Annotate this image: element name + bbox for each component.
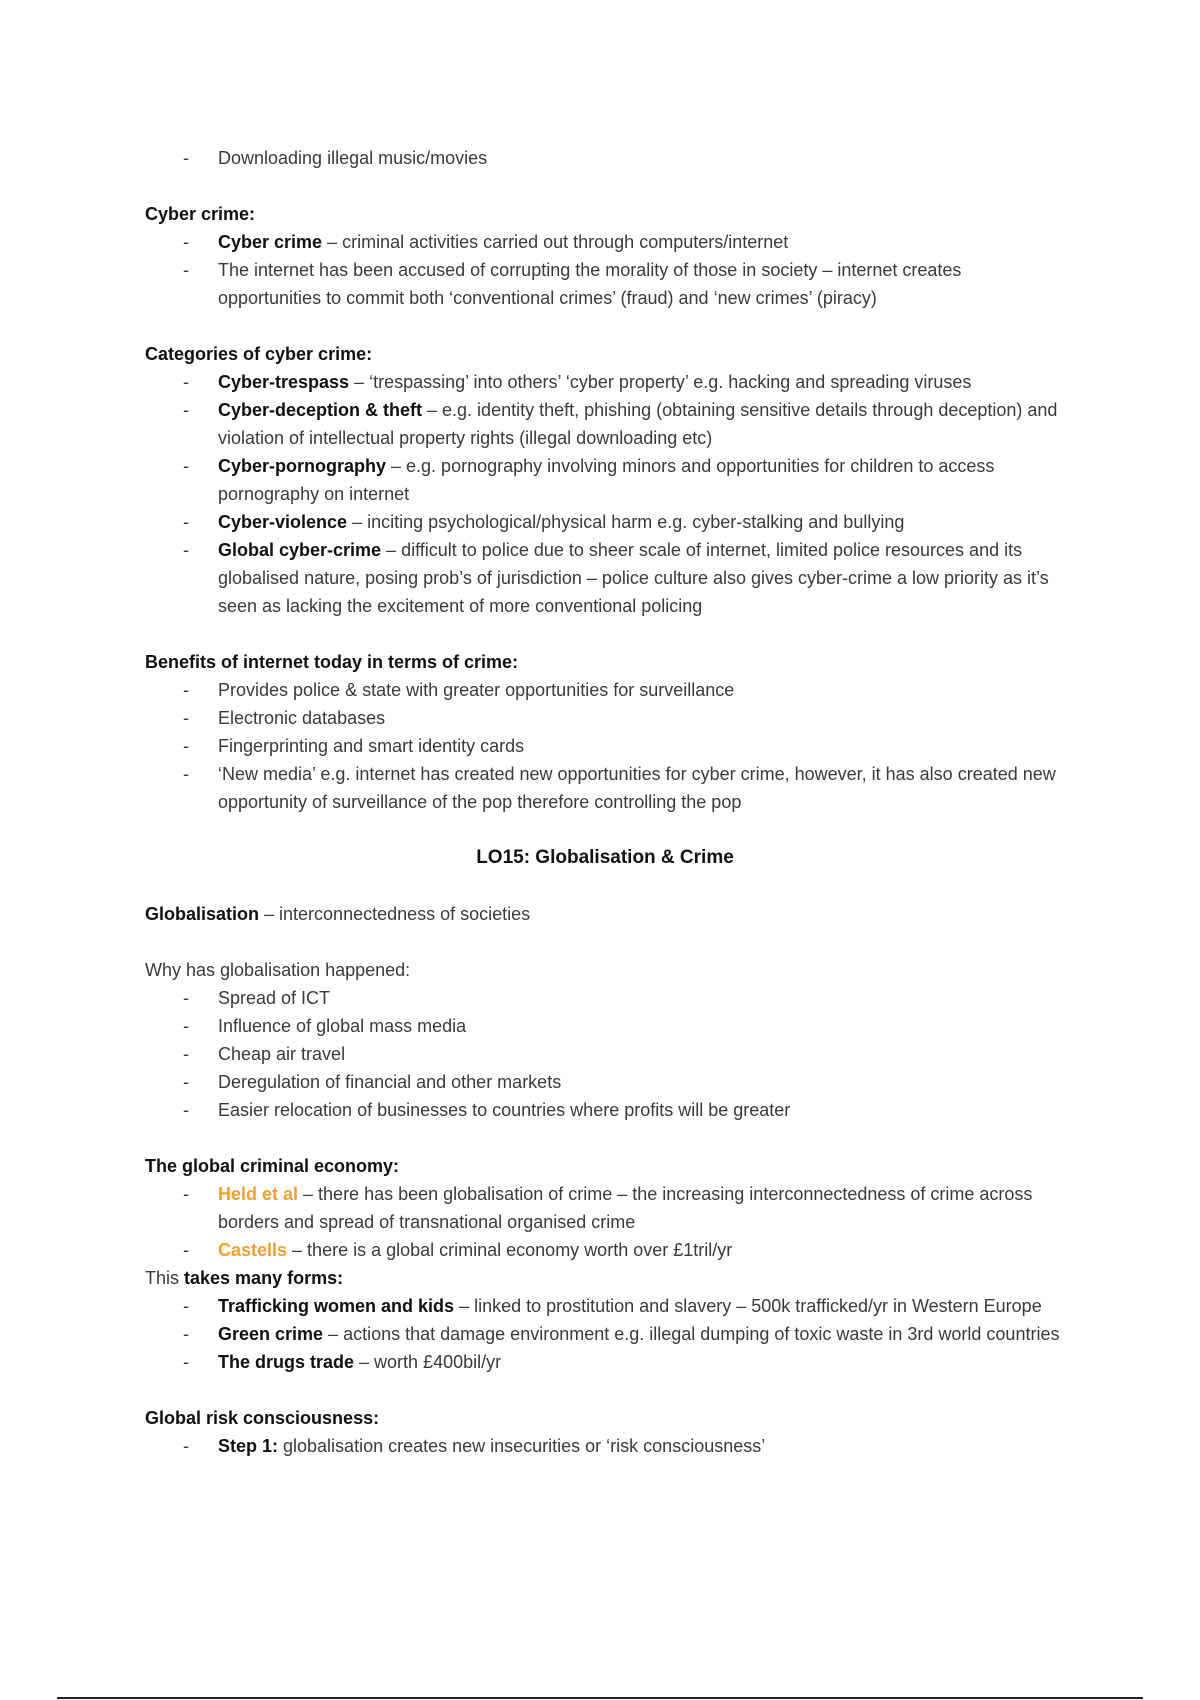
list-item bbox=[145, 1236, 1065, 1264]
lo15-title: LO15: Globalisation & Crime bbox=[476, 847, 734, 868]
section-heading: Benefits of internet today in terms of crime: bbox=[145, 652, 519, 672]
dash-bullet: - bbox=[183, 736, 189, 756]
item-text: The internet has been accused of corrupting the morality of those in society – internet creates opportunities to commit both ‘conventional crimes’ (fraud) and ‘new crimes’ (piracy) bbox=[218, 260, 962, 308]
item-text: – difficult to police due to sheer scale of internet, limited police resources and its globalised nature, posing prob’s of jurisdiction – police culture also gives cyber-crime a low priority as it’s seen as lacking the excitement of more conventional policing bbox=[218, 540, 1049, 616]
item-text: – linked to prostitution and slavery – 500k trafficked/yr in Western Europe bbox=[454, 1296, 1042, 1316]
item-text: Influence of global mass media bbox=[218, 1016, 467, 1036]
item-text: – criminal activities carried out through computers/internet bbox=[322, 232, 789, 252]
why-list bbox=[145, 984, 1065, 1124]
item-term: Cyber-deception & theft bbox=[218, 400, 423, 420]
item-text: – inciting psychological/physical harm e.g. cyber-stalking and bullying bbox=[347, 512, 905, 532]
dash-bullet: - bbox=[183, 1240, 189, 1260]
global-criminal-economy-section bbox=[145, 1152, 1065, 1376]
dash-bullet: - bbox=[183, 260, 189, 280]
list-item bbox=[145, 704, 1065, 732]
cyber-crime-list bbox=[145, 228, 1065, 312]
list-item bbox=[145, 676, 1065, 704]
list-item bbox=[145, 256, 1065, 312]
risk-consciousness-section bbox=[145, 1404, 1065, 1460]
categories-list bbox=[145, 368, 1065, 620]
item-term: Cyber-trespass bbox=[218, 372, 350, 392]
dash-bullet: - bbox=[183, 764, 189, 784]
item-term: The drugs trade bbox=[218, 1352, 355, 1372]
dash-bullet: - bbox=[183, 1352, 189, 1372]
list-item bbox=[145, 1320, 1065, 1348]
dash-bullet: - bbox=[183, 1324, 189, 1344]
item-term: Cyber-violence bbox=[218, 512, 348, 532]
risk-list bbox=[145, 1432, 1065, 1460]
dash-bullet: - bbox=[183, 1296, 189, 1316]
dash-bullet: - bbox=[183, 400, 189, 420]
list-item bbox=[145, 536, 1065, 620]
dash-bullet: - bbox=[183, 1016, 189, 1036]
item-text: Cheap air travel bbox=[218, 1044, 346, 1064]
item-text: ‘New media’ e.g. internet has created new opportunities for cyber crime, however, it has also created new opportunity of surveillance of the pop therefore controlling the pop bbox=[218, 764, 1056, 812]
list-item bbox=[145, 984, 1065, 1012]
dash-bullet: - bbox=[183, 512, 189, 532]
item-text: Electronic databases bbox=[218, 708, 386, 728]
item-text: globalisation creates new insecurities or ‘risk consciousness’ bbox=[278, 1436, 766, 1456]
item-text: – there has been globalisation of crime – the increasing interconnectedness of crime across borders and spread of transnational organised crime bbox=[218, 1184, 1033, 1232]
item-text: – actions that damage environment e.g. illegal dumping of toxic waste in 3rd world countries bbox=[323, 1324, 1060, 1344]
author-name: Held et al bbox=[218, 1184, 299, 1204]
item-term: Green crime bbox=[218, 1324, 324, 1344]
item-text: – e.g. identity theft, phishing (obtaining sensitive details through deception) and violation of intellectual property rights (illegal downloading etc) bbox=[218, 400, 1058, 448]
section-heading: Cyber crime: bbox=[145, 204, 256, 224]
list-item bbox=[145, 368, 1065, 396]
categories-section bbox=[145, 340, 1065, 620]
list-item bbox=[145, 1040, 1065, 1068]
item-term: Global cyber-crime bbox=[218, 540, 382, 560]
item-text: – e.g. pornography involving minors and opportunities for children to access pornography on internet bbox=[218, 456, 995, 504]
item-text: Downloading illegal music/movies bbox=[218, 148, 488, 168]
dash-bullet: - bbox=[183, 1100, 189, 1120]
intro-list bbox=[145, 144, 1065, 172]
author-name: Castells bbox=[218, 1240, 288, 1260]
list-item bbox=[145, 452, 1065, 508]
list-item bbox=[145, 1292, 1065, 1320]
definition-text: – interconnectedness of societies bbox=[259, 904, 531, 924]
forms-list bbox=[145, 1292, 1065, 1376]
dash-bullet: - bbox=[183, 1184, 189, 1204]
item-text: Fingerprinting and smart identity cards bbox=[218, 736, 525, 756]
dash-bullet: - bbox=[183, 708, 189, 728]
section-heading: Categories of cyber crime: bbox=[145, 344, 373, 364]
dash-bullet: - bbox=[183, 988, 189, 1008]
page-bottom-rule bbox=[57, 1697, 1143, 1699]
item-text: – there is a global criminal economy worth over £1tril/yr bbox=[287, 1240, 733, 1260]
item-text: – worth £400bil/yr bbox=[354, 1352, 502, 1372]
list-item bbox=[145, 1348, 1065, 1376]
item-term: Cyber crime bbox=[218, 232, 323, 252]
item-text: Provides police & state with greater opportunities for surveillance bbox=[218, 680, 735, 700]
dash-bullet: - bbox=[183, 1436, 189, 1456]
list-item bbox=[145, 1180, 1065, 1236]
dash-bullet: - bbox=[183, 456, 189, 476]
item-text: – ‘trespassing’ into others’ ‘cyber property’ e.g. hacking and spreading viruses bbox=[349, 372, 972, 392]
section-heading: Why has globalisation happened: bbox=[145, 960, 411, 980]
dash-bullet: - bbox=[183, 680, 189, 700]
list-item bbox=[145, 228, 1065, 256]
cyber-crime-section bbox=[145, 200, 1065, 312]
item-text: Deregulation of financial and other markets bbox=[218, 1072, 562, 1092]
item-term: Step 1: bbox=[218, 1436, 279, 1456]
definition-term: Globalisation bbox=[145, 904, 260, 924]
dash-bullet: - bbox=[183, 232, 189, 252]
why-globalisation-section bbox=[145, 956, 1065, 1124]
list-item bbox=[145, 1432, 1065, 1460]
forms-intro bbox=[145, 1264, 1065, 1292]
dash-bullet: - bbox=[183, 372, 189, 392]
forms-bold: takes many forms: bbox=[184, 1268, 344, 1288]
economy-list bbox=[145, 1180, 1065, 1264]
dash-bullet: - bbox=[183, 1044, 189, 1064]
dash-bullet: - bbox=[183, 540, 189, 560]
item-term: Trafficking women and kids bbox=[218, 1296, 455, 1316]
dash-bullet: - bbox=[183, 1072, 189, 1092]
list-item bbox=[145, 732, 1065, 760]
benefits-section bbox=[145, 648, 1065, 816]
list-item bbox=[145, 760, 1065, 816]
list-item bbox=[145, 1068, 1065, 1096]
section-heading: Global risk consciousness: bbox=[145, 1408, 380, 1428]
list-item bbox=[145, 144, 1065, 172]
document-page bbox=[145, 144, 1065, 1460]
forms-prefix: This bbox=[145, 1268, 185, 1288]
list-item bbox=[145, 508, 1065, 536]
item-term: Cyber-pornography bbox=[218, 456, 387, 476]
item-text: Easier relocation of businesses to countries where profits will be greater bbox=[218, 1100, 791, 1120]
globalisation-definition bbox=[145, 900, 1065, 928]
list-item bbox=[145, 1012, 1065, 1040]
list-item bbox=[145, 396, 1065, 452]
section-heading: The global criminal economy: bbox=[145, 1156, 400, 1176]
dash-bullet: - bbox=[183, 148, 189, 168]
benefits-list bbox=[145, 676, 1065, 816]
list-item bbox=[145, 1096, 1065, 1124]
item-text: Spread of ICT bbox=[218, 988, 331, 1008]
